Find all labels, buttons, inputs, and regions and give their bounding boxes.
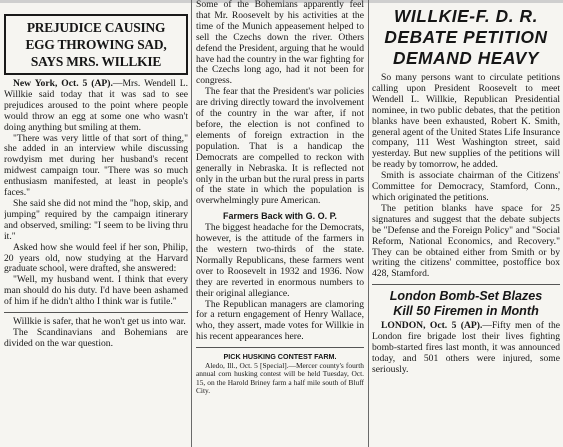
headline-willkie-debate	[372, 6, 560, 69]
article-paragraph: "There was very little of that sort of thing," she added in an interview while discussing rowdyism met during her husband's recent midwest campaign tour. "There was so much enthusiasm manifested, at least in people's faces."	[4, 132, 188, 199]
headline-line: PREJUDICE CAUSING	[26, 20, 166, 35]
contest-paragraph: Aledo, Ill., Oct. 5 [Special].—Mercer county's fourth annual corn husking contest will be held Tuesday, Oct. 15, on the Harold Briney farm a half mile south of Bluff City.	[196, 361, 364, 395]
headline-london-blazes	[372, 289, 560, 319]
dateline: LONDON, Oct. 5 (AP).	[381, 320, 483, 332]
contest-headline: PICK HUSKING CONTEST FARM.	[223, 352, 337, 362]
headline-line: DEBATE PETITION	[384, 27, 548, 47]
headline-line: London Bomb-Set Blazes	[389, 289, 543, 304]
article-paragraph: The Republican managers are clamoring for a return engagement of Henry Wallace, who, they assert, made votes for Willkie in his recent appearances here.	[196, 298, 364, 343]
article-paragraph: The fear that the President's war policies are driving directly toward the involvement of the country in the war after, if not before, the election is not confined to elements of foreign extraction in the population. That is a handicap the Democrats are compelled to reckon with generally in Nebraska. It is reflected not only in the urban but the rural press in parts of the state in which the population is overwhelmingly pure American.	[196, 86, 364, 207]
left-column	[4, 0, 188, 447]
divider	[372, 284, 560, 285]
article-paragraph: Asked how she would feel if her son, Philip, 20 years old, now studying at the Harvard graduate school, were drafted, she answered:	[4, 241, 188, 275]
headline-line: DEMAND HEAVY	[392, 48, 540, 68]
subhead: Farmers Back with G. O. P.	[223, 211, 337, 222]
headline-box-prejudice	[4, 14, 188, 75]
article-paragraph: So many persons want to circulate petitions calling upon President Roosevelt to meet Wendell L. Willkie, Republican Presidential nominee, in two public debates, that the petition blanks have been exhausted, Robert K. Smith, general agent of the United States Life Insurance company, 111 West Washington street, said yesterday. But new supplies of the petitions will be ready by tomorrow, he added.	[372, 72, 560, 171]
continued-paragraph: The Scandinavians and Bohemians are divided on the war question.	[4, 326, 188, 349]
continued-paragraph: Willkie is safer, that he won't get us into war.	[13, 316, 186, 328]
divider	[4, 312, 188, 313]
dateline: New York, Oct. 5 (AP).	[13, 78, 113, 89]
right-column	[372, 0, 560, 447]
headline-line: SAYS MRS. WILLKIE	[30, 54, 162, 69]
column-rule	[191, 0, 192, 447]
headline-line: WILLKIE-F. D. R.	[394, 6, 538, 26]
headline-line: Kill 50 Firemen in Month	[393, 304, 539, 319]
paragraph-text: —Fifty men of the London fire brigade lost their lives fighting bomb-started fires last month, it was announced today, and 501 others were injured, some seriously.	[372, 320, 560, 375]
article-paragraph	[4, 79, 188, 134]
article-paragraph: Some of the Bohemians apparently feel that Mr. Roosevelt by his activities at the time of the Munich appeasement helped to sell the Czechs down the river. Others defend the President, arguing that he would have had the country in the war fighting for the Czechs long ago, had it not been for congress.	[196, 0, 364, 87]
headline-line: EGG THROWING SAD,	[25, 37, 167, 52]
article-paragraph: She said she did not mind the "hop, skip, and jumping" required by the campaign itinerary and observed, smiling: "I seem to be living thru it."	[4, 197, 188, 242]
article-paragraph: The petition blanks have space for 25 signatures and suggest that the debate subjects be "Defense and the Foreign Policy" and "Social Reform, National Economics, and Recovery." They can be obtained either from Smith or by writing the citizens' committee, postoffice box 428, Stamford.	[372, 202, 560, 280]
middle-column	[196, 0, 364, 447]
article-paragraph: The biggest headache for the Democrats, however, is the attitude of the farmers in the western two-thirds of the state. Normally Republicans, these farmers went over to Roosevelt in 1932 and 1936. Now they are reverted in enormous numbers to their original allegiance.	[196, 222, 364, 299]
column-rule	[368, 0, 369, 447]
article-paragraph	[372, 321, 560, 376]
divider	[196, 347, 364, 348]
paragraph-text: —Mrs. Wendell L. Willkie said today that it was sad to see prejudices aroused to the point where people would throw an egg at some one who wasn't doing anything but smiling at them.	[4, 78, 188, 133]
article-paragraph: "Well, my husband went. I think that every man should do his duty. I'd have been ashamed of him if he didn't altho I think war is futile."	[4, 274, 188, 308]
article-paragraph: Smith is associate chairman of the Citizens' Committee for Democracy, Stamford, Conn., which originated the petitions.	[372, 170, 560, 203]
